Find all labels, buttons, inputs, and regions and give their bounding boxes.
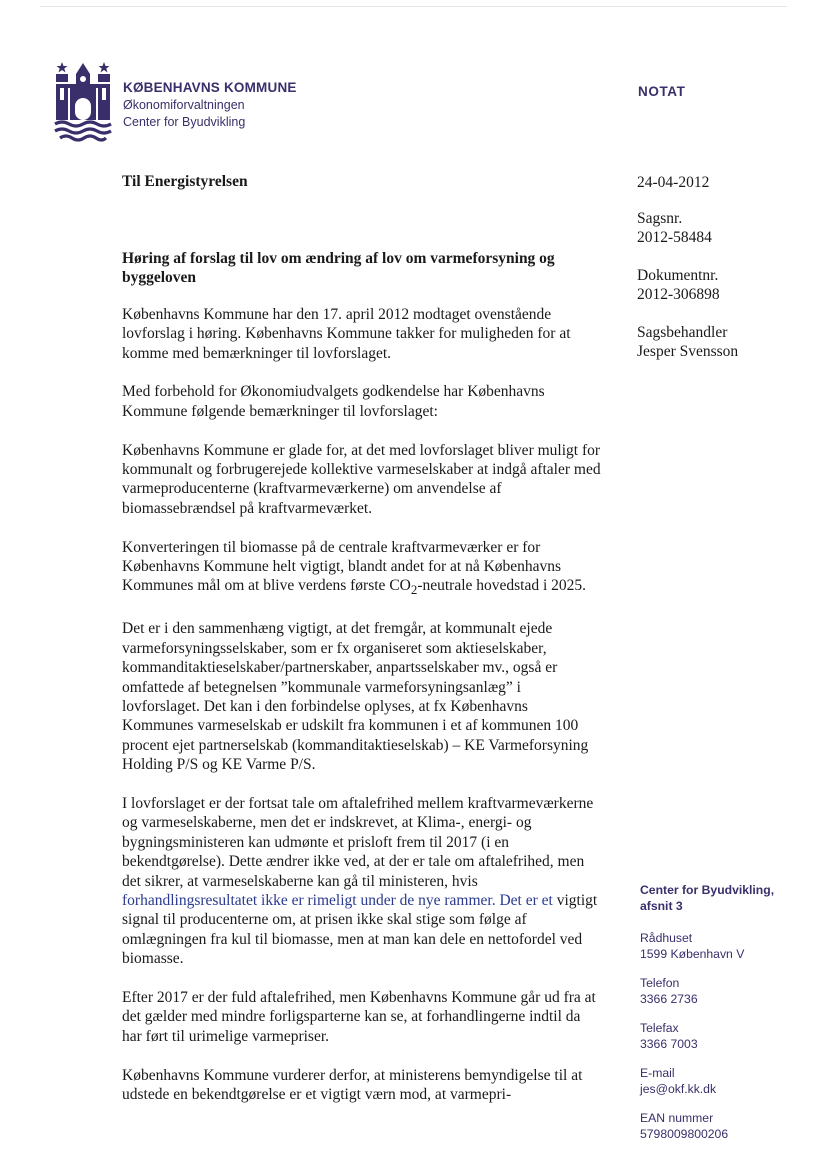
organization-name: KØBENHAVNS KOMMUNE	[123, 80, 297, 95]
case-handler: Jesper Svensson	[637, 343, 739, 360]
document-number-label: Dokumentnr.	[637, 267, 719, 284]
recipient: Til Energistyrelsen	[122, 173, 248, 190]
fax: 3366 7003	[640, 1037, 698, 1051]
address: 1599 København V	[640, 947, 745, 961]
copenhagen-coat-of-arms-logo	[54, 52, 112, 144]
freedom-text-1: I lovforslaget er der fortsat tale om aftalefrihed mellem kraftvarmeværkerne og varmeselskaberne, men det er indskrevet, at Klima-, energi- og bygningsministeren kan udmønte et prisloft frem til 2017 (i en bekendtgørelse). Dette ændrer ikke ved, at der er tale om aftalefrihed, men det sikrer, at varmeselskaberne kan gå til ministeren, hvis	[122, 794, 594, 890]
letter-title: Høring af forslag til lov om ændring af lov om varmeforsyning og byggeloven	[122, 250, 555, 287]
case-number: 2012-58484	[637, 229, 712, 246]
paragraph-co2	[122, 538, 602, 600]
phone-label: Telefon	[640, 976, 680, 990]
paragraph: Københavns Kommune har den 17. april 2012 modtaget ovenstående lovforslag i høring. Københavns Kommune takker for muligheden for at komme med bemærkninger til lovforslaget.	[122, 305, 571, 362]
document-number: 2012-306898	[637, 286, 720, 303]
freedom-text-highlight: forhandlingsresultatet ikke er rimeligt under de nye rammer. Det er et	[122, 892, 553, 910]
paragraph: Med forbehold for Økonomiudvalgets godkendelse har Københavns Kommune følgende bemærkninger til lovforslaget:	[122, 383, 545, 420]
paragraph: Københavns Kommune vurderer derfor, at ministerens bemyndigelse til at udstede en bekendtgørelse er et vigtigt værn mod, at varmepri-	[122, 1066, 583, 1104]
paragraph: Københavns Kommune er glade for, at det med lovforslaget bliver muligt for kommunalt og forbrugerejede kollektive varmeselskaber at indgå aftaler med varmeproducenterne (kraftvarmeværkerne) om anvendelse af biomassebrændsel på kraftvarmeværket.	[122, 441, 601, 517]
co2-text-after: -neutrale hovedstad i 2025.	[417, 577, 587, 595]
email-label: E-mail	[640, 1066, 675, 1080]
department-name: Økonomiforvaltningen	[123, 98, 245, 112]
top-rule	[40, 6, 787, 7]
ean-label: EAN nummer	[640, 1111, 714, 1125]
letter-body	[122, 249, 602, 1124]
co2-subscript: 2	[410, 582, 418, 598]
co2-text-before: Konverteringen til biomasse på de centrale kraftvarmeværker er for Københavns Kommune helt vigtigt, blandt andet for at nå Københavns Kommunes mål om at blive verdens første CO	[122, 538, 562, 595]
phone: 3366 2736	[640, 992, 698, 1006]
fax-label: Telefax	[640, 1021, 679, 1035]
paragraph: Det er i den sammenhæng vigtigt, at det fremgår, at kommunalt ejede varmeforsyningsselskaber, som er fx organiseret som aktieselskaber, kommanditaktieselskaber/partnerskaber, anpartsselskaber mv., også er omfattede af betegnelsen ”kommunale varmeforsyningsanlæg” i lovforslaget. Det kan i den forbindelse oplyses, at fx Københavns Kommunes varmeselskab er udskilt fra kommunen i et af kommunen 100 procent ejet partnerselskab (kommanditaktieselskab) – KE Varmeforsyning Holding P/S og KE Varme P/S.	[122, 620, 589, 774]
case-handler-label: Sagsbehandler	[637, 324, 728, 341]
freedom-text-3: vigtigt signal til producenterne om, at prisen ikke skal stige som følge af omlægningen fra kul til biomasse, men at man kan dele en nettofordel ved biomasse.	[122, 892, 598, 968]
email: jes@okf.kk.dk	[640, 1082, 717, 1096]
contact-unit-line2: afsnit 3	[640, 899, 683, 913]
ean: 5798009800206	[640, 1127, 729, 1141]
organization-header	[123, 80, 297, 129]
paragraph-aftalefrihed	[122, 794, 602, 969]
contact-unit-line1: Center for Byudvikling,	[640, 883, 775, 897]
contact-info	[640, 882, 820, 1155]
document-date: 24-04-2012	[637, 174, 710, 191]
center-name: Center for Byudvikling	[123, 115, 246, 129]
document-metadata	[637, 173, 817, 380]
paragraph: Efter 2017 er der fuld aftalefrihed, men Københavns Kommune går ud fra at det gælder med mindre forligsparterne kan se, at forhandlingerne indtil da har ført til urimelige varmepriser.	[122, 989, 596, 1045]
address-label: Rådhuset	[640, 931, 693, 945]
document-type: NOTAT	[638, 84, 686, 99]
case-number-label: Sagsnr.	[637, 210, 683, 227]
